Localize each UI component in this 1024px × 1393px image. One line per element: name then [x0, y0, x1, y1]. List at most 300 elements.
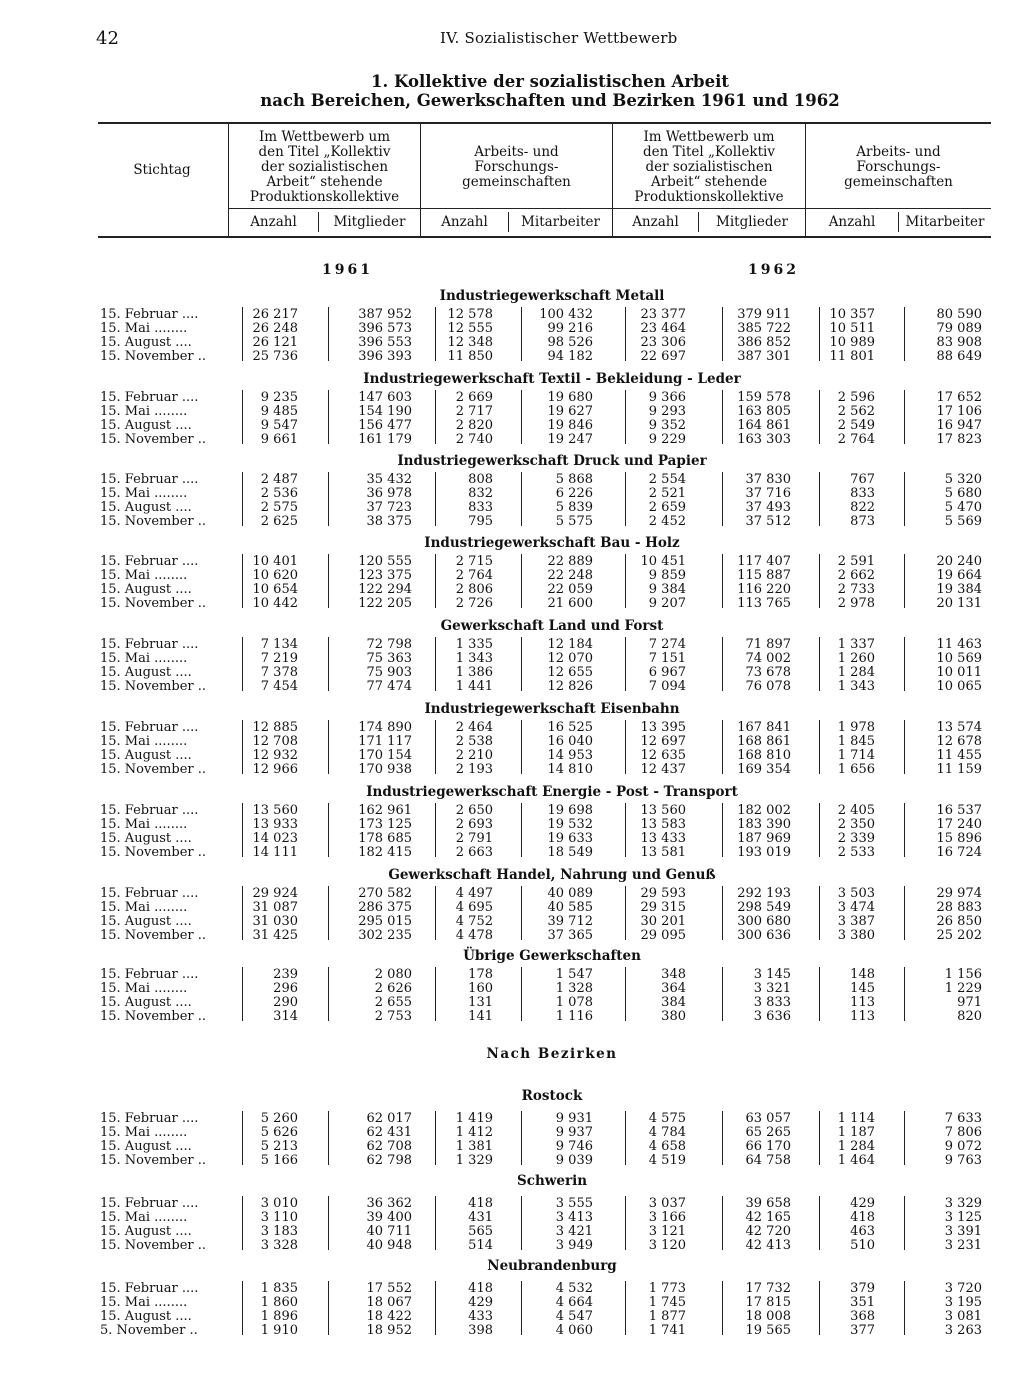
table-cell: 12 697 [640, 734, 686, 749]
page-number: 42 [96, 28, 119, 49]
table-cell: 832 [468, 486, 493, 501]
table-cell: 9 072 [944, 1139, 982, 1154]
table-cell: 39 400 [366, 1210, 412, 1225]
table-cell: 2 740 [455, 432, 493, 447]
row-date-label: 15. November .. [100, 432, 206, 447]
table-cell: 1 284 [837, 1139, 875, 1154]
table-cell: 5 839 [555, 500, 593, 515]
table-cell: 163 303 [737, 432, 791, 447]
running-title: IV. Sozialistischer Wettbewerb [440, 29, 678, 47]
table-cell: 40 089 [547, 886, 593, 901]
table-cell: 13 560 [252, 803, 298, 818]
table-cell: 160 [468, 981, 493, 996]
table-cell: 364 [661, 981, 686, 996]
table-cell: 2 626 [374, 981, 412, 996]
table-cell: 116 220 [737, 582, 791, 597]
table-cell: 37 716 [745, 486, 791, 501]
table-cell: 387 952 [358, 307, 412, 322]
table-title-line-1: 1. Kollektive der sozialistischen Arbeit [371, 72, 729, 91]
table-cell: 822 [850, 500, 875, 515]
table-cell: 9 229 [648, 432, 686, 447]
table-cell: 12 635 [640, 748, 686, 763]
table-cell: 2 659 [648, 500, 686, 515]
table-cell: 1 845 [837, 734, 875, 749]
table-cell: 9 763 [944, 1153, 982, 1168]
table-cell: 31 030 [252, 914, 298, 929]
table-cell: 2 080 [374, 967, 412, 982]
row-date-label: 15. November .. [100, 1153, 206, 1168]
table-cell: 77 474 [366, 679, 412, 694]
table-cell: 17 240 [936, 817, 982, 832]
table-cell: 76 078 [745, 679, 791, 694]
table-cell: 2 549 [837, 418, 875, 433]
table-cell: 2 405 [837, 803, 875, 818]
table-cell: 171 117 [358, 734, 412, 749]
table-cell: 300 680 [737, 914, 791, 929]
row-date-label: 15. August .... [100, 995, 192, 1010]
table-cell: 1 656 [837, 762, 875, 777]
table-cell: 11 850 [447, 349, 493, 364]
table-cell: 1 337 [837, 637, 875, 652]
table-cell: 62 798 [366, 1153, 412, 1168]
table-cell: 820 [957, 1009, 982, 1024]
row-date-label: 15. Februar .... [100, 720, 199, 735]
table-cell: 13 583 [640, 817, 686, 832]
table-cell: 30 201 [640, 914, 686, 929]
table-row [0, 583, 1024, 597]
table-cell: 2 669 [455, 390, 493, 405]
table-cell: 2 717 [455, 404, 493, 419]
table-cell: 16 537 [936, 803, 982, 818]
table-cell: 29 315 [640, 900, 686, 915]
table-cell: 148 [850, 967, 875, 982]
table-cell: 168 810 [737, 748, 791, 763]
table-row [0, 763, 1024, 777]
row-date-label: 15. Mai ........ [100, 981, 188, 996]
table-cell: 4 695 [455, 900, 493, 915]
row-date-label: 15. Mai ........ [100, 1295, 188, 1310]
table-cell: 19 698 [547, 803, 593, 818]
table-cell: 65 265 [745, 1125, 791, 1140]
table-row [0, 929, 1024, 943]
table-row [0, 473, 1024, 487]
section-title-nach-bezirken: Nach Bezirken [486, 1046, 618, 1062]
table-cell: 20 240 [936, 554, 982, 569]
table-cell: 42 413 [745, 1238, 791, 1253]
table-cell: 7 274 [648, 637, 686, 652]
table-cell: 418 [468, 1196, 493, 1211]
table-cell: 62 431 [366, 1125, 412, 1140]
table-cell: 1 860 [260, 1295, 298, 1310]
table-cell: 154 190 [358, 404, 412, 419]
table-cell: 75 363 [366, 651, 412, 666]
table-cell: 2 663 [455, 845, 493, 860]
row-date-label: 15. November .. [100, 1238, 206, 1253]
table-cell: 72 798 [366, 637, 412, 652]
block-title: Industriegewerkschaft Energie - Post - Transport [366, 784, 738, 800]
row-date-label: 15. August .... [100, 1309, 192, 1324]
table-cell: 75 903 [366, 665, 412, 680]
table-cell: 10 451 [640, 554, 686, 569]
table-cell: 286 375 [358, 900, 412, 915]
table-cell: 2 726 [455, 596, 493, 611]
table-row [0, 982, 1024, 996]
table-cell: 10 989 [829, 335, 875, 350]
table-cell: 3 010 [260, 1196, 298, 1211]
table-cell: 115 887 [737, 568, 791, 583]
table-row [0, 804, 1024, 818]
subheader-mitarbeiter: Mitarbeiter [905, 214, 985, 230]
row-date-label: 15. Februar .... [100, 1196, 199, 1211]
table-cell: 1 078 [555, 995, 593, 1010]
table-cell: 3 195 [944, 1295, 982, 1310]
table-cell: 1 386 [455, 665, 493, 680]
table-cell: 12 437 [640, 762, 686, 777]
table-cell: 2 650 [455, 803, 493, 818]
table-cell: 2 536 [260, 486, 298, 501]
table-cell: 1 343 [837, 679, 875, 694]
table-cell: 7 454 [260, 679, 298, 694]
page-header [0, 28, 1024, 52]
table-cell: 1 412 [455, 1125, 493, 1140]
table-row [0, 433, 1024, 447]
block-title: Gewerkschaft Land und Forst [440, 618, 664, 634]
row-date-label: 15. August .... [100, 665, 192, 680]
table-cell: 7 633 [944, 1111, 982, 1126]
row-date-label: 15. Mai ........ [100, 1125, 188, 1140]
table-cell: 1 343 [455, 651, 493, 666]
table-cell: 2 693 [455, 817, 493, 832]
table-cell: 161 179 [358, 432, 412, 447]
row-date-label: 15. Mai ........ [100, 1210, 188, 1225]
table-cell: 1 381 [455, 1139, 493, 1154]
table-cell: 167 841 [737, 720, 791, 735]
row-date-label: 15. Februar .... [100, 554, 199, 569]
table-header [98, 122, 991, 240]
table-cell: 26 121 [252, 335, 298, 350]
row-date-label: 15. Mai ........ [100, 734, 188, 749]
table-cell: 2 562 [837, 404, 875, 419]
table-cell: 18 067 [366, 1295, 412, 1310]
block-title: Industriegewerkschaft Druck und Papier [397, 453, 707, 469]
table-title [0, 72, 1024, 110]
table-cell: 3 474 [837, 900, 875, 915]
table-cell: 79 089 [936, 321, 982, 336]
table-cell: 1 114 [837, 1111, 875, 1126]
table-cell: 182 415 [358, 845, 412, 860]
table-cell: 2 978 [837, 596, 875, 611]
table-cell: 21 600 [547, 596, 593, 611]
table-cell: 83 908 [936, 335, 982, 350]
table-cell: 40 711 [366, 1224, 412, 1239]
table-cell: 5 260 [260, 1111, 298, 1126]
table-cell: 3 380 [837, 928, 875, 943]
table-row [0, 735, 1024, 749]
table-body [0, 256, 1024, 1356]
table-cell: 12 826 [547, 679, 593, 694]
table-cell: 36 978 [366, 486, 412, 501]
table-row [0, 555, 1024, 569]
table-cell: 170 938 [358, 762, 412, 777]
subheader-anzahl: Anzahl [632, 214, 679, 230]
block-title: Gewerkschaft Handel, Nahrung und Genuß [388, 867, 716, 883]
table-cell: 2 452 [648, 514, 686, 529]
table-cell: 9 485 [260, 404, 298, 419]
table-cell: 42 165 [745, 1210, 791, 1225]
row-date-label: 15. Februar .... [100, 307, 199, 322]
table-cell: 14 111 [252, 845, 298, 860]
table-cell: 19 627 [547, 404, 593, 419]
table-cell: 159 578 [737, 390, 791, 405]
table-row [0, 1282, 1024, 1296]
table-cell: 156 477 [358, 418, 412, 433]
table-cell: 113 [850, 1009, 875, 1024]
table-row [0, 322, 1024, 336]
row-date-label: 15. Februar .... [100, 803, 199, 818]
table-cell: 2 806 [455, 582, 493, 597]
row-date-label: 15. November .. [100, 514, 206, 529]
table-cell: 767 [850, 472, 875, 487]
table-cell: 4 752 [455, 914, 493, 929]
table-cell: 23 464 [640, 321, 686, 336]
table-cell: 18 952 [366, 1323, 412, 1338]
table-row [0, 915, 1024, 929]
table-cell: 431 [468, 1210, 493, 1225]
table-cell: 7 378 [260, 665, 298, 680]
table-title-line-2: nach Bereichen, Gewerkschaften und Bezirken 1961 und 1962 [260, 91, 840, 110]
table-cell: 5 680 [944, 486, 982, 501]
table-cell: 20 131 [936, 596, 982, 611]
table-cell: 1 877 [648, 1309, 686, 1324]
table-cell: 10 620 [252, 568, 298, 583]
table-cell: 418 [850, 1210, 875, 1225]
table-cell: 298 549 [737, 900, 791, 915]
table-cell: 19 565 [745, 1323, 791, 1338]
row-date-label: 15. Februar .... [100, 1281, 199, 1296]
table-row [0, 569, 1024, 583]
table-cell: 163 805 [737, 404, 791, 419]
table-cell: 1 714 [837, 748, 875, 763]
row-date-label: 15. November .. [100, 596, 206, 611]
table-cell: 14 953 [547, 748, 593, 763]
table-cell: 2 791 [455, 831, 493, 846]
table-cell: 380 [661, 1009, 686, 1024]
table-cell: 145 [850, 981, 875, 996]
row-date-label: 15. Mai ........ [100, 900, 188, 915]
table-cell: 1 896 [260, 1309, 298, 1324]
table-cell: 35 432 [366, 472, 412, 487]
table-cell: 100 432 [539, 307, 593, 322]
table-cell: 170 154 [358, 748, 412, 763]
table-row [0, 1239, 1024, 1253]
table-cell: 29 924 [252, 886, 298, 901]
table-cell: 351 [850, 1295, 875, 1310]
table-cell: 3 037 [648, 1196, 686, 1211]
table-cell: 9 039 [555, 1153, 593, 1168]
table-cell: 398 [468, 1323, 493, 1338]
table-cell: 3 121 [648, 1224, 686, 1239]
table-cell: 178 [468, 967, 493, 982]
table-cell: 1 464 [837, 1153, 875, 1168]
table-cell: 23 306 [640, 335, 686, 350]
group-header-kollektive-1962: Im Wettbewerb um den Titel „Kollektiv der sozialistischen Arbeit“ stehende Produktionskollektive [634, 128, 784, 205]
table-cell: 296 [273, 981, 298, 996]
table-cell: 10 065 [936, 679, 982, 694]
table-cell: 19 247 [547, 432, 593, 447]
table-cell: 3 329 [944, 1196, 982, 1211]
row-date-label: 15. Februar .... [100, 1111, 199, 1126]
table-cell: 12 655 [547, 665, 593, 680]
table-cell: 29 593 [640, 886, 686, 901]
table-cell: 795 [468, 514, 493, 529]
table-cell: 1 156 [944, 967, 982, 982]
table-cell: 433 [468, 1309, 493, 1324]
table-cell: 18 422 [366, 1309, 412, 1324]
table-cell: 3 166 [648, 1210, 686, 1225]
table-cell: 174 890 [358, 720, 412, 735]
table-cell: 808 [468, 472, 493, 487]
block-title: Übrige Gewerkschaften [463, 948, 641, 964]
table-cell: 9 746 [555, 1139, 593, 1154]
year-label-1961: 1961 [322, 262, 373, 278]
subheader-mitglieder: Mitglieder [333, 214, 406, 230]
table-cell: 12 070 [547, 651, 593, 666]
table-cell: 3 503 [837, 886, 875, 901]
table-cell: 122 205 [358, 596, 412, 611]
row-date-label: 15. August .... [100, 582, 192, 597]
table-cell: 3 145 [753, 967, 791, 982]
table-cell: 3 413 [555, 1210, 593, 1225]
table-cell: 6 226 [555, 486, 593, 501]
table-cell: 4 497 [455, 886, 493, 901]
table-cell: 1 116 [555, 1009, 593, 1024]
table-cell: 2 764 [837, 432, 875, 447]
table-cell: 3 120 [648, 1238, 686, 1253]
row-date-label: 15. November .. [100, 762, 206, 777]
row-date-label: 15. Februar .... [100, 967, 199, 982]
subheader-anzahl: Anzahl [250, 214, 297, 230]
table-cell: 2 655 [374, 995, 412, 1010]
table-cell: 314 [273, 1009, 298, 1024]
table-cell: 2 193 [455, 762, 493, 777]
table-row [0, 749, 1024, 763]
table-cell: 4 664 [555, 1295, 593, 1310]
table-cell: 16 724 [936, 845, 982, 860]
header-middle-rule [228, 208, 991, 209]
table-row [0, 680, 1024, 694]
table-cell: 1 741 [648, 1323, 686, 1338]
table-cell: 10 654 [252, 582, 298, 597]
table-cell: 971 [957, 995, 982, 1010]
table-cell: 71 897 [745, 637, 791, 652]
table-row [0, 818, 1024, 832]
row-date-label: 5. November .. [100, 1323, 198, 1338]
table-cell: 19 680 [547, 390, 593, 405]
subheader-mitarbeiter: Mitarbeiter [521, 214, 600, 230]
table-cell: 11 463 [936, 637, 982, 652]
table-cell: 141 [468, 1009, 493, 1024]
table-cell: 292 193 [737, 886, 791, 901]
table-row [0, 515, 1024, 529]
table-cell: 122 294 [358, 582, 412, 597]
table-cell: 3 328 [260, 1238, 298, 1253]
table-cell: 25 736 [252, 349, 298, 364]
table-row [0, 1296, 1024, 1310]
table-cell: 94 182 [547, 349, 593, 364]
table-cell: 62 708 [366, 1139, 412, 1154]
table-row [0, 652, 1024, 666]
table-cell: 17 552 [366, 1281, 412, 1296]
table-cell: 5 868 [555, 472, 593, 487]
table-cell: 3 421 [555, 1224, 593, 1239]
table-cell: 9 547 [260, 418, 298, 433]
row-date-label: 15. Februar .... [100, 886, 199, 901]
table-cell: 463 [850, 1224, 875, 1239]
table-row [0, 597, 1024, 611]
table-row [0, 1010, 1024, 1024]
row-date-label: 15. November .. [100, 928, 206, 943]
table-cell: 429 [468, 1295, 493, 1310]
table-cell: 17 652 [936, 390, 982, 405]
table-cell: 5 320 [944, 472, 982, 487]
table-cell: 429 [850, 1196, 875, 1211]
year-label-1962: 1962 [748, 262, 799, 278]
table-row [0, 1140, 1024, 1154]
table-row [0, 405, 1024, 419]
table-cell: 73 678 [745, 665, 791, 680]
stichtag-header: Stichtag [133, 162, 191, 178]
table-cell: 4 060 [555, 1323, 593, 1338]
table-cell: 63 057 [745, 1111, 791, 1126]
table-cell: 387 301 [737, 349, 791, 364]
table-cell: 4 784 [648, 1125, 686, 1140]
table-cell: 28 883 [936, 900, 982, 915]
table-cell: 12 708 [252, 734, 298, 749]
table-cell: 2 533 [837, 845, 875, 860]
table-cell: 113 765 [737, 596, 791, 611]
table-cell: 173 125 [358, 817, 412, 832]
row-date-label: 15. August .... [100, 914, 192, 929]
table-cell: 9 931 [555, 1111, 593, 1126]
row-date-label: 15. Mai ........ [100, 651, 188, 666]
table-cell: 2 820 [455, 418, 493, 433]
table-cell: 2 662 [837, 568, 875, 583]
row-date-label: 15. August .... [100, 1139, 192, 1154]
row-date-label: 15. Mai ........ [100, 486, 188, 501]
table-cell: 2 464 [455, 720, 493, 735]
row-date-label: 15. November .. [100, 845, 206, 860]
row-date-label: 15. Mai ........ [100, 568, 188, 583]
table-cell: 37 512 [745, 514, 791, 529]
table-cell: 37 365 [547, 928, 593, 943]
table-cell: 7 094 [648, 679, 686, 694]
table-cell: 12 348 [447, 335, 493, 350]
table-cell: 12 932 [252, 748, 298, 763]
table-cell: 14 023 [252, 831, 298, 846]
table-cell: 9 352 [648, 418, 686, 433]
table-cell: 5 213 [260, 1139, 298, 1154]
table-cell: 1 547 [555, 967, 593, 982]
table-cell: 39 712 [547, 914, 593, 929]
table-cell: 3 949 [555, 1238, 593, 1253]
table-cell: 15 896 [936, 831, 982, 846]
table-cell: 300 636 [737, 928, 791, 943]
table-cell: 12 885 [252, 720, 298, 735]
table-cell: 99 216 [547, 321, 593, 336]
block-title: Industriegewerkschaft Metall [439, 288, 665, 304]
table-row [0, 1112, 1024, 1126]
table-cell: 4 519 [648, 1153, 686, 1168]
